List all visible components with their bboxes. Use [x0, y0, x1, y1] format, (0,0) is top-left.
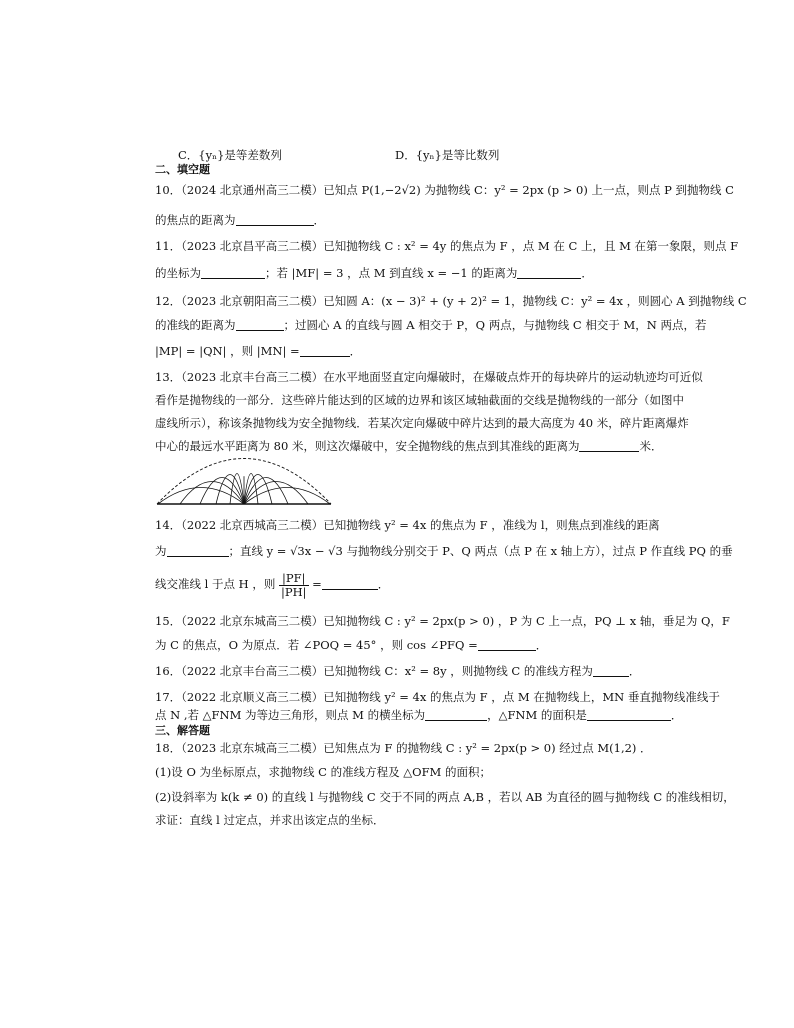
question-16-text: 16．（2022 北京丰台高三二模）已知抛物线 C：x² = 8y ，则抛物线 C 的准线方程为 [155, 664, 593, 678]
question-11-mid: ；若 |MF| = 3 ，点 M 到直线 x = −1 的距离为 [265, 266, 518, 280]
question-13-line-3: 虚线所示），称该条抛物线为安全抛物线．若某次定向爆破中碎片达到的最大高度为 40 米，碎片距离爆炸 [155, 416, 689, 430]
question-15-end: ． [535, 638, 548, 652]
question-17-line-2-text: 点 N ,若 △FNM 为等边三角形，则点 M 的横坐标为 [155, 708, 426, 722]
question-12-line-3-text: |MP| = |QN| ，则 |MN| = [155, 344, 300, 358]
question-18-part-1: (1)设 O 为坐标原点，求抛物线 C 的准线方程及 △OFM 的面积； [155, 765, 491, 779]
section-solve-heading: 三、解答题 [155, 724, 210, 737]
question-17-answer-blank-1[interactable] [425, 708, 487, 721]
trajectory-right-4 [244, 482, 308, 505]
fraction-numerator: |PF| [279, 572, 309, 586]
question-13-line-4-text: 中心的最远水平距离为 80 米，则这次爆破中，安全抛物线的焦点到其准线的距离为 [155, 439, 580, 453]
question-11-answer-blank-1[interactable] [201, 266, 265, 279]
pf-over-ph-fraction [279, 572, 309, 598]
fraction-denominator: |PH| [280, 584, 307, 599]
question-12-line-3 [155, 344, 686, 358]
trajectory-left-3 [200, 478, 244, 505]
section-fill-in-heading: 二、填空题 [155, 163, 210, 176]
question-14-line-1: 14．（2022 北京西城高三二模）已知抛物线 y² = 4x 的焦点为 F ，准线为 l，则焦点到准线的距离 [155, 518, 660, 532]
question-16-answer-blank[interactable] [593, 664, 629, 677]
question-13-end: 米． [639, 439, 663, 453]
question-17-line-2 [155, 708, 686, 722]
question-12-answer-blank-1[interactable] [236, 318, 284, 331]
question-13-line-1: 13．（2023 北京丰台高三二模）在水平地面竖直定向爆破时，在爆破点炸开的每块碎片的运动轨迹均可近似 [155, 370, 703, 384]
question-12-line-1: 12．（2023 北京朝阳高三二模）已知圆 A：(x − 3)² + (y + 2)² = 1，抛物线 C：y² = 4x ，则圆心 A 到抛物线 C [155, 294, 747, 308]
question-14-prefix: 为 [155, 544, 167, 558]
question-14-line-3 [155, 572, 686, 598]
option-c: C．{yₙ}是等差数列 [178, 148, 282, 162]
question-17-line-1: 17．（2022 北京顺义高三二模）已知抛物线 y² = 4x 的焦点为 F ，点 M 在抛物线上，MN 垂直抛物线准线于 [155, 690, 720, 704]
question-18-line-1: 18．（2023 北京东城高三二模）已知焦点为 F 的抛物线 C : y² = 2px(p > 0) 经过点 M(1,2) ． [155, 741, 652, 755]
question-14-mid: ；直线 y = √3x − √3 与抛物线分别交于 P、Q 两点（点 P 在 x 轴上方），过点 P 作直线 PQ 的垂 [228, 544, 733, 558]
question-13-line-4 [155, 439, 686, 453]
question-12-answer-blank-2[interactable] [300, 344, 350, 357]
question-14-end: ． [377, 577, 390, 592]
question-15-line-2 [155, 638, 686, 652]
question-17-end: ． [670, 708, 683, 722]
question-14-line-3-text: 线交准线 l 于点 H ，则 [155, 577, 276, 592]
question-13-line-2: 看作是抛物线的一部分．这些碎片能达到的区域的边界和该区域轴截面的交线是抛物线的一部分（如图中 [155, 393, 684, 407]
question-17-answer-blank-2[interactable] [587, 708, 671, 721]
question-16-end: ． [628, 664, 641, 678]
question-14-answer-blank-2[interactable] [322, 577, 378, 590]
question-12-end: ． [349, 344, 362, 358]
question-14-line-2 [155, 544, 733, 558]
trajectory-right-3 [244, 478, 288, 505]
question-14-equals: = [312, 577, 322, 592]
blast-parabola-figure [155, 457, 333, 507]
question-15-line-2-text: 为 C 的焦点，O 为原点．若 ∠POQ = 45° ，则 cos ∠PFQ = [155, 638, 478, 652]
question-17-mid: ，△FNM 的面积是 [487, 708, 587, 722]
question-10-end: ． [313, 213, 325, 227]
trajectory-group [158, 474, 330, 505]
question-12-prefix: 的准线的距离为 [155, 318, 236, 332]
question-12-line-2 [155, 318, 707, 332]
question-15-line-1: 15．（2022 北京东城高三二模）已知抛物线 C : y² = 2px(p > 0) ，P 为 C 上一点，PQ ⊥ x 轴，垂足为 Q，F [155, 614, 730, 628]
question-13-answer-blank[interactable] [579, 439, 639, 452]
question-11-line-2 [155, 266, 686, 280]
question-14-answer-blank-1[interactable] [167, 544, 229, 557]
question-15-answer-blank[interactable] [478, 638, 536, 651]
question-11-prefix: 的坐标为 [155, 266, 201, 280]
trajectory-left-4 [180, 482, 244, 505]
question-10-line-1: 10．（2024 北京通州高三二模）已知点 P(1,−2√2) 为抛物线 C：y² = 2px (p > 0) 上一点，则点 P 到抛物线 C [155, 183, 734, 197]
option-d: D．{yₙ}是等比数列 [395, 148, 500, 162]
question-10-line-2 [155, 213, 686, 227]
question-18-part-3: 求证：直线 l 过定点，并求出该定点的坐标． [155, 813, 385, 827]
question-12-mid: ；过圆心 A 的直线与圆 A 相交于 P，Q 两点，与抛物线 C 相交于 M，N 两点，若 [283, 318, 707, 332]
question-11-end: ． [581, 266, 593, 280]
question-18-part-2: (2)设斜率为 k(k ≠ 0) 的直线 l 与抛物线 C 交于不同的两点 A,B ，若以 AB 为直径的圆与抛物线 C 的准线相切， [155, 790, 735, 804]
question-10-prefix: 的焦点的距离为 [155, 213, 236, 227]
question-10-answer-blank[interactable] [236, 213, 314, 226]
question-11-line-1: 11．（2023 北京昌平高三二模）已知抛物线 C : x² = 4y 的焦点为 F ，点 M 在 C 上，且 M 在第一象限，则点 F [155, 239, 739, 253]
question-11-answer-blank-2[interactable] [517, 266, 581, 279]
question-16-line-1 [155, 664, 686, 678]
